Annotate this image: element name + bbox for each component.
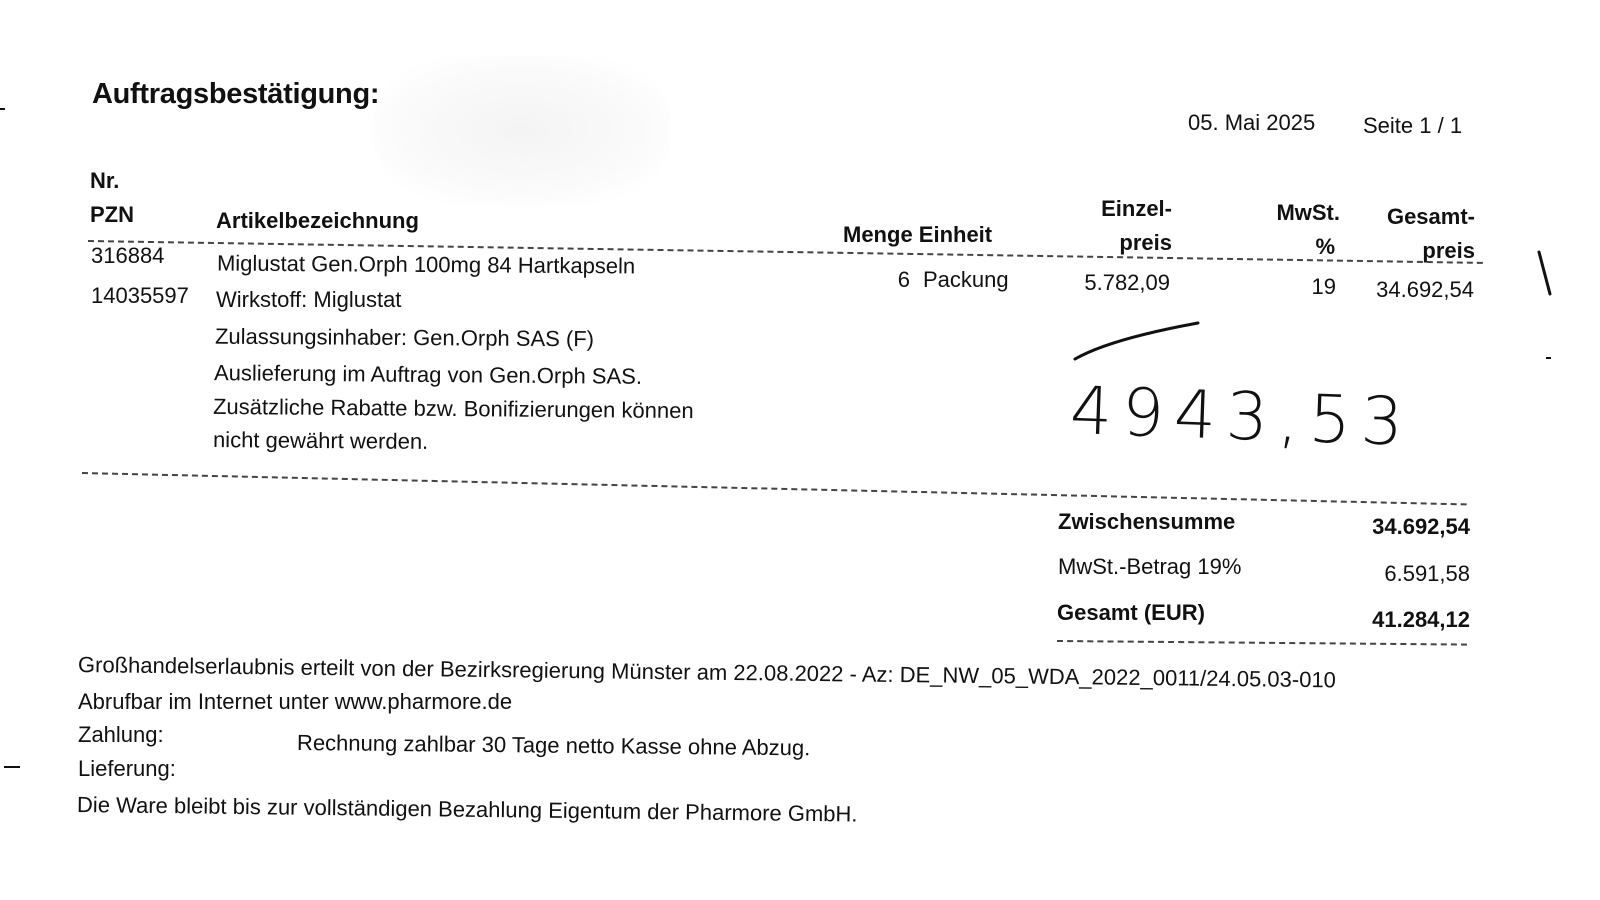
header-total-2: preis <box>1422 238 1475 263</box>
row-nr: 316884 <box>91 243 165 268</box>
row-description-line-3: Zulassungsinhaber: Gen.Orph SAS (F) <box>214 323 595 352</box>
header-quantity-unit: Menge Einheit <box>843 222 993 247</box>
row-total: 34.692,54 <box>1376 277 1474 302</box>
footer-license: Großhandelserlaubnis erteilt von der Bezirksregierung Münster am 22.08.2022 - Az: DE_NW_05_WDA_2022_0011/24.05.03-010 <box>77 652 1337 693</box>
margin-dot <box>1546 357 1551 359</box>
row-description-line-1: Miglustat Gen.Orph 100mg 84 Hartkapseln <box>216 250 636 279</box>
totals-divider <box>1057 640 1467 646</box>
vat-label: MwSt.-Betrag 19% <box>1058 554 1242 579</box>
subtotal-value: 34.692,54 <box>1372 514 1470 539</box>
row-divider <box>82 472 1467 505</box>
handwritten-stroke <box>1070 315 1210 365</box>
row-description-line-2: Wirkstoff: Miglustat <box>216 287 402 312</box>
header-unit-price-1: Einzel- <box>1101 196 1172 221</box>
handwritten-amount: 4943,53 <box>1068 372 1415 461</box>
footer-retention: Die Ware bleibt bis zur vollständigen Bezahlung Eigentum der Pharmore GmbH. <box>76 792 858 827</box>
footer-payment-label: Zahlung: <box>78 722 164 747</box>
total-label: Gesamt (EUR) <box>1057 600 1205 625</box>
row-description-line-6: nicht gewährt werden. <box>212 427 429 454</box>
header-pzn: PZN <box>90 202 134 227</box>
vat-value: 6.591,58 <box>1384 561 1470 586</box>
row-description-line-5: Zusätzliche Rabatte bzw. Bonifizierungen können <box>212 393 694 424</box>
header-unit-price-2: preis <box>1119 230 1172 255</box>
row-vat: 19 <box>1311 274 1336 299</box>
row-description-line-4: Auslieferung im Auftrag von Gen.Orph SAS. <box>213 360 643 389</box>
scan-speck <box>4 766 20 768</box>
header-vat-2: % <box>1315 234 1335 259</box>
subtotal-label: Zwischensumme <box>1058 509 1236 534</box>
footer-internet: Abrufbar im Internet unter www.pharmore.de <box>78 689 513 714</box>
header-vat-1: MwSt. <box>1276 200 1340 225</box>
header-article: Artikelbezeichnung <box>216 208 419 233</box>
row-unit-price: 5.782,09 <box>1084 270 1170 295</box>
row-pzn: 14035597 <box>91 283 189 308</box>
header-nr: Nr. <box>90 168 120 193</box>
margin-mark <box>1536 250 1556 300</box>
footer-delivery-label: Lieferung: <box>78 756 176 781</box>
footer-payment-value: Rechnung zahlbar 30 Tage netto Kasse ohne Abzug. <box>296 730 811 761</box>
document-date: 05. Mai 2025 <box>1188 110 1316 135</box>
total-value: 41.284,12 <box>1372 607 1470 632</box>
row-unit: Packung <box>923 267 1009 292</box>
row-quantity: 6 <box>897 267 910 292</box>
scan-speck <box>0 108 5 110</box>
document-title: Auftragsbestätigung: <box>92 78 380 110</box>
redacted-area <box>372 55 672 205</box>
header-total-1: Gesamt- <box>1386 204 1475 229</box>
page-indicator: Seite 1 / 1 <box>1363 113 1463 138</box>
